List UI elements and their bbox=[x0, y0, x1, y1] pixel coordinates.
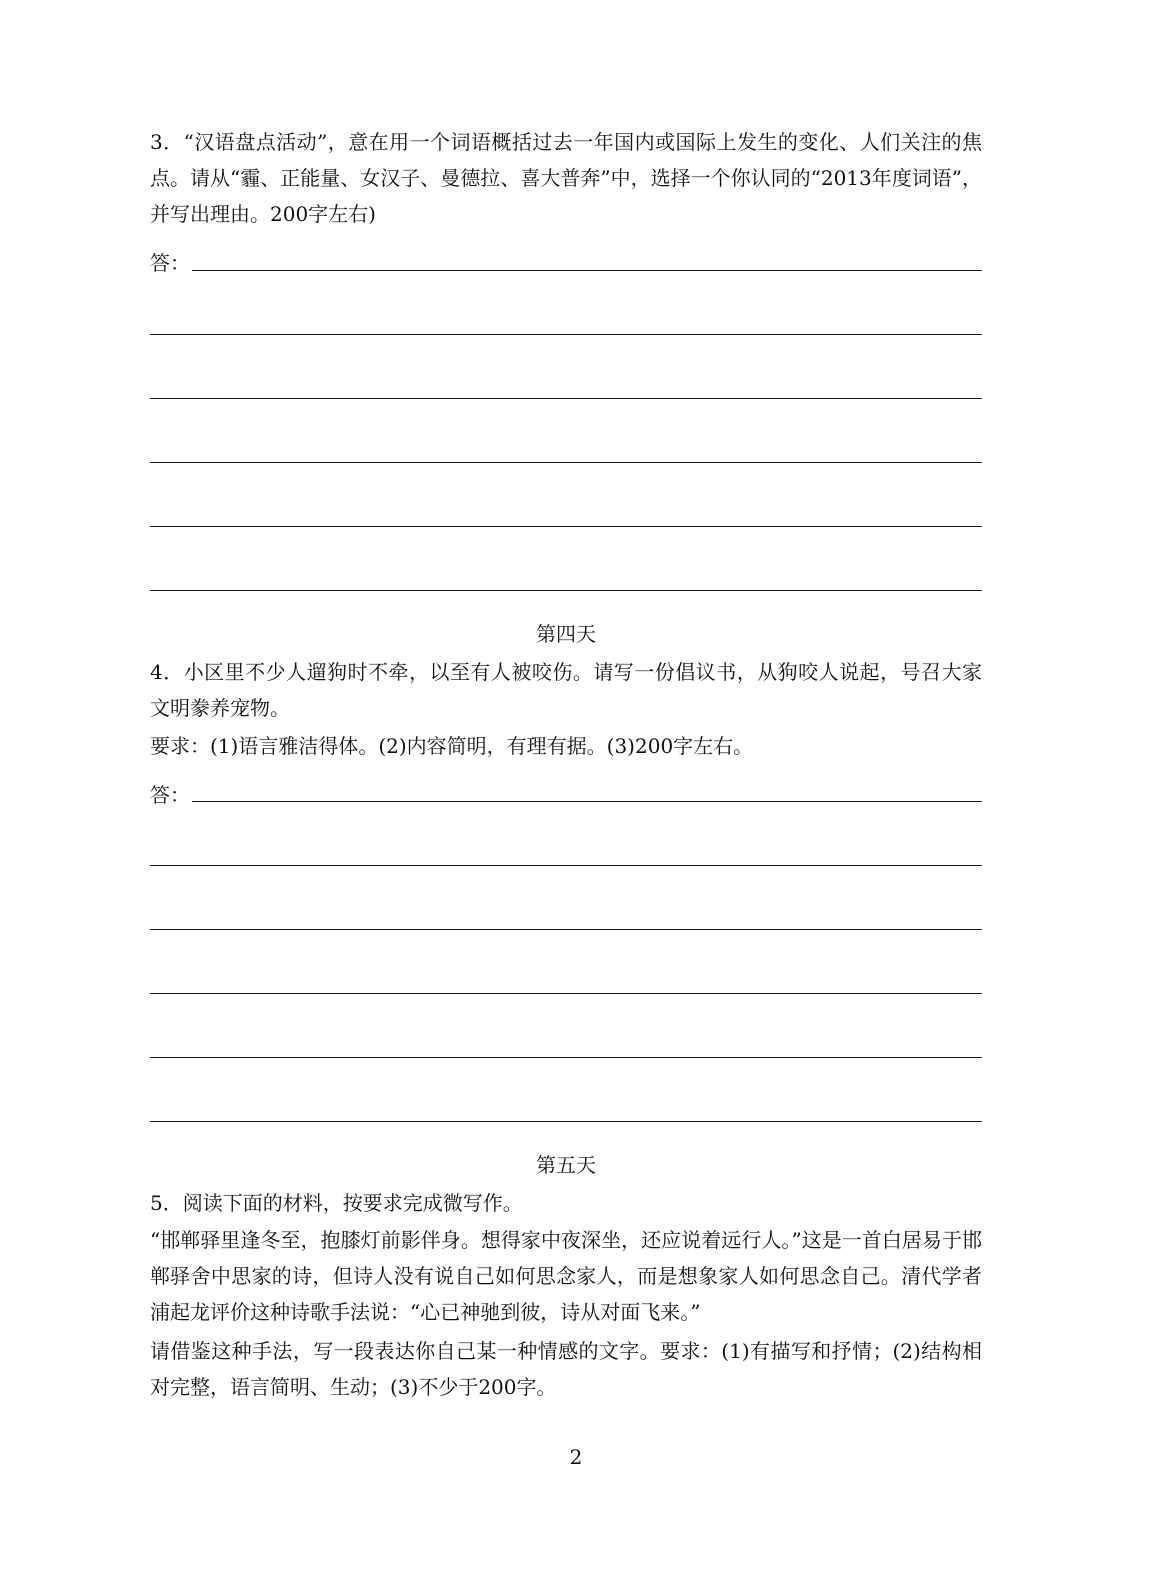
question-4-requirements: 要求：(1)语言雅洁得体。(2)内容简明，有理有据。(3)200字左右。 bbox=[150, 734, 754, 758]
answer-line-q3-5[interactable] bbox=[150, 526, 982, 527]
answer-line-q3-3[interactable] bbox=[150, 398, 982, 399]
answer-line-q3-2[interactable] bbox=[150, 334, 982, 335]
answer-line-q4-6[interactable] bbox=[150, 1121, 982, 1122]
page-number: 2 bbox=[569, 1445, 583, 1469]
answer-line-q4-2[interactable] bbox=[150, 865, 982, 866]
answer-line-q4-1[interactable] bbox=[192, 801, 982, 802]
section-title-day4: 第四天 bbox=[536, 622, 596, 646]
answer-line-q4-5[interactable] bbox=[150, 1057, 982, 1058]
question-5-intro: 5．阅读下面的材料，按要求完成微写作。 bbox=[150, 1191, 523, 1215]
answer-line-q3-1[interactable] bbox=[192, 270, 982, 271]
answer-label-q4: 答： bbox=[150, 783, 190, 807]
question-5-material: “邯郸驿里逢冬至，抱膝灯前影伴身。想得家中夜深坐，还应说着远行人。”这是一首白居易于邯郸驿舍中思家的诗，但诗人没有说自己如何思念家人，而是想象家人如何思念自己。清代学者浦起龙评价这种诗歌手法说：“心已神驰到彼，诗从对面飞来。” bbox=[150, 1228, 982, 1324]
answer-line-q3-4[interactable] bbox=[150, 462, 982, 463]
answer-label-q3: 答： bbox=[150, 251, 190, 275]
answer-line-q4-4[interactable] bbox=[150, 993, 982, 994]
answer-line-q4-3[interactable] bbox=[150, 929, 982, 930]
question-5-requirements: 请借鉴这种手法，写一段表达你自己某一种情感的文字。要求：(1)有描写和抒情；(2)结构相对完整，语言简明、生动；(3)不少于200字。 bbox=[150, 1339, 982, 1399]
question-4-text: 4．小区里不少人遛狗时不牵，以至有人被咬伤。请写一份倡议书，从狗咬人说起，号召大家文明豢养宠物。 bbox=[150, 660, 982, 720]
answer-line-q3-6[interactable] bbox=[150, 590, 982, 591]
section-title-day5: 第五天 bbox=[536, 1153, 596, 1177]
question-3-text: 3．“汉语盘点活动”，意在用一个词语概括过去一年国内或国际上发生的变化、人们关注的焦点。请从“霾、正能量、女汉子、曼德拉、喜大普奔”中，选择一个你认同的“2013年度词语”，并写出理由。200字左右) bbox=[150, 130, 982, 226]
